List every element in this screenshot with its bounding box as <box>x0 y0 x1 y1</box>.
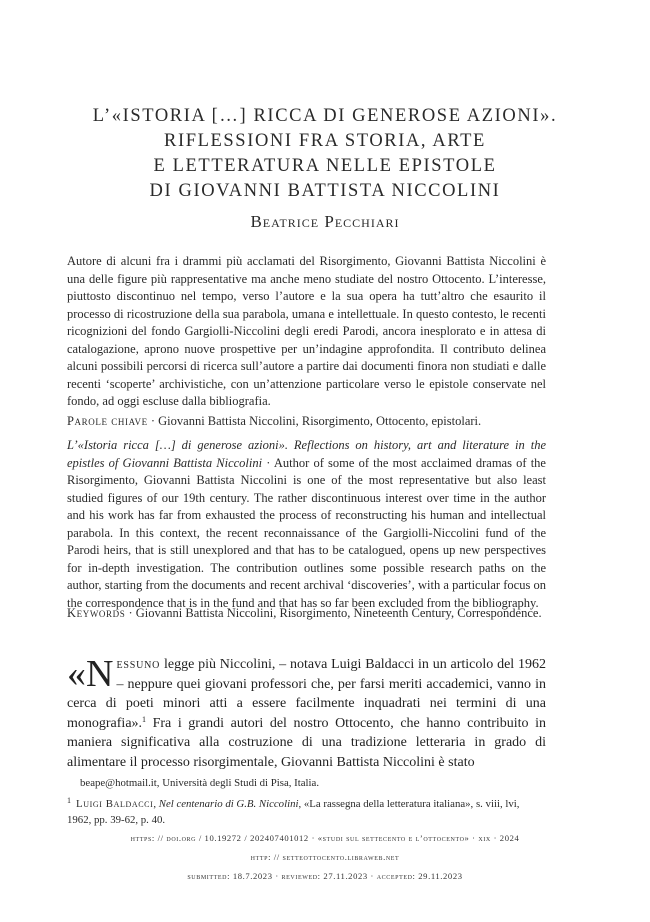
drop-cap-letter: N <box>86 653 114 695</box>
article-title <box>0 104 650 204</box>
author-contact: beape@hotmail.it, Università degli Studi di Pisa, Italia. <box>80 777 320 789</box>
english-title: L’«Istoria ricca […] di generose azioni». Reflections on history, art and literature in the epistles of Giovanni Battista Niccolini <box>67 438 546 470</box>
body-text-part-2: Fra i grandi autori del nostro Ottocento, che hanno contribuito in maniera significativa alla costruzione di una tradizione letteraria in grado di alimentare il processo risorgimentale, Giovanni Battista Niccolini è stato <box>67 715 546 770</box>
footnote-1 <box>67 793 546 828</box>
keywords-label: Keywords <box>67 606 126 620</box>
keywords-text: Giovanni Battista Niccolini, Risorgimento, Ottocento, epistolari. <box>158 414 482 428</box>
keywords-english <box>67 605 546 623</box>
journal-website-link[interactable]: http: // setteottocento.libraweb.net <box>250 852 400 862</box>
title-line-2: RIFLESSIONI FRA STORIA, ARTE <box>164 131 486 151</box>
keywords-text: Giovanni Battista Niccolini, Risorgimento, Nineteenth Century, Correspondence. <box>135 606 542 620</box>
footnote-number: 1 <box>67 796 71 805</box>
title-line-4: DI GIOVANNI BATTISTA NICCOLINI <box>149 181 501 201</box>
footnote-title: Nel centenario di G.B. Niccolini <box>158 798 299 810</box>
footnote-author: Luigi Baldacci <box>76 798 154 810</box>
keywords-italian <box>67 413 546 431</box>
author-name: Beatrice Pecchiari <box>250 212 400 231</box>
submission-dates: submitted: 18.7.2023 · reviewed: 27.11.2023 · accepted: 29.11.2023 <box>187 871 463 881</box>
drop-cap <box>67 653 114 695</box>
opening-word: essuno <box>116 657 161 672</box>
doi-journal-line[interactable]: https: // doi.org / 10.19272 / 202407401012 · «studi sul settecento e l’ottocento» · xix · 2024 <box>130 833 520 843</box>
footnote-rest: , «La rassegna della letteratura italiana», s. viii, lvi, 1962, pp. 39-62, p. 40. <box>67 798 520 826</box>
open-quote: « <box>67 653 86 695</box>
body-paragraph <box>67 655 546 772</box>
keywords-label: Parole chiave <box>67 414 148 428</box>
english-abstract-text: Author of some of the most acclaimed dramas of the Risorgimento, Giovanni Battista Niccolini is one of the most representative but also least studied figures of our 19th century. The rather discontinuous interest over time in the author and his work has far from exhausted the process of reconstructing his human and intellectual parabola. In this context, the recent reconnaissance of the Gargiolli-Niccolini fund of the Parodi heirs, that is still unexplored and that has to be catalogued, opens up new perspectives for in-depth investigation. The contribution outlines some possible research paths on the author, starting from the documents and recent archival ‘discoveries’, with a particular focus on the correspondence that is in the fund and that has so far been excluded from the bibliography. <box>67 455 546 610</box>
footnote-separator: , <box>153 798 159 810</box>
keywords-separator: · <box>147 414 159 428</box>
abstract-italian: Autore di alcuni fra i drammi più acclamati del Risorgimento, Giovanni Battista Niccolini è una delle figure più rappresentative ma anche meno studiate del nostro Ottocento. L’interesse, piuttosto discontinuo nel tempo, verso l’autore e la sua opera ha tutt’altro che esaurito il processo di ricostruzione della sua parabola, umana e intellettuale. In questo contesto, le recenti ricognizioni del fondo Gargiolli-Niccolini degli eredi Parodi, ancora inesplorato e in attesa di catalogazione, aprono nuove prospettive per un’indagine approfondita. Il contributo delinea alcuni possibili percorsi di ricerca sull’autore a partire dai documenti finora non studiati e dalle recenti ‘scoperte’ archivistiche, con un’attenzione particolare verso le epistole conservate nel fondo, ad oggi escluse dalla bibliografia. <box>67 254 546 408</box>
footnote-ref-1[interactable]: 1 <box>142 714 147 724</box>
abstract-separator: · <box>262 455 274 470</box>
title-line-1: L’«ISTORIA […] RICCA DI GENEROSE AZIONI». <box>92 106 558 126</box>
body-text-part-1: legge più Niccolini, – notava Luigi Baldacci in un articolo del 1962 – neppure quei giovani professori che, per farsi meriti accademici, vanno in cerca di poeti minori atti a essere facilmente inquadrati nei termini di una monografia». <box>67 657 546 731</box>
abstract-english <box>67 437 546 612</box>
keywords-separator: · <box>125 606 136 620</box>
title-line-3: E LETTERATURA NELLE EPISTOLE <box>153 156 497 176</box>
